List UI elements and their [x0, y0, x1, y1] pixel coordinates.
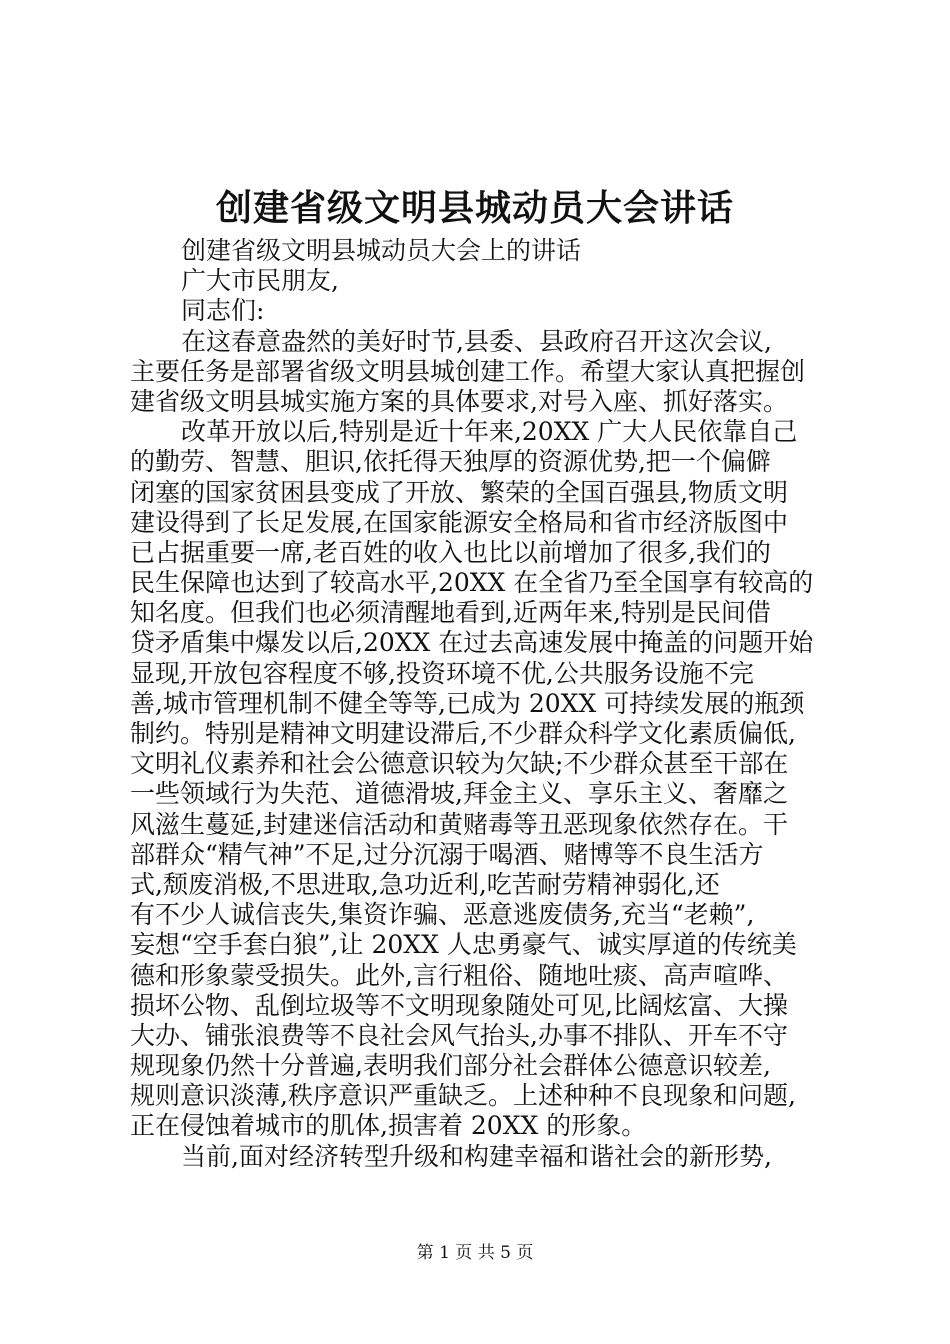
paragraph-line: 有不少人诚信丧失,集资诈骗、恶意逃废债务,充当“老赖”,: [130, 900, 755, 930]
paragraph-line: 建省级文明县城实施方案的具体要求,对号入座、抓好落实。: [130, 386, 788, 416]
paragraph-line: 正在侵蚀着城市的肌体,损害着 20XX 的形象。: [130, 1111, 647, 1141]
paragraph-line: 已占据重要一席,老百姓的收入也比以前增加了很多,我们的: [130, 537, 771, 567]
paragraph-line: 风滋生蔓延,封建迷信活动和黄赌毒等丑恶现象依然存在。干: [130, 809, 788, 839]
salutation-line: 广大市民朋友,: [181, 266, 339, 296]
paragraph-line: 建设得到了长足发展,在国家能源安全格局和省市经济版图中: [130, 507, 788, 537]
paragraph-line: 部群众“精气神”不足,过分沉溺于喝酒、赌博等不良生活方: [130, 839, 764, 869]
page-number-footer: 第 1 页 共 5 页: [416, 1243, 534, 1263]
paragraph-line: 德和形象蒙受损失。此外,言行粗俗、随地吐痰、高声喧哗、: [130, 960, 788, 990]
paragraph-line: 当前,面对经济转型升级和构建幸福和谐社会的新形势,: [181, 1141, 772, 1171]
paragraph-line: 制约。特别是精神文明建设滞后,不少群众科学文化素质偏低,: [130, 719, 796, 748]
document-body: [130, 236, 835, 1172]
paragraph-line: 妄想“空手套白狼”,让 20XX 人忠勇豪气、诚实厚道的传统美: [130, 930, 797, 960]
paragraph-line: 知名度。但我们也必须清醒地看到,近两年来,特别是民间借: [130, 598, 771, 628]
paragraph-line: 规现象仍然十分普遍,表明我们部分社会群体公德意识较差,: [130, 1051, 771, 1081]
paragraph-line: 贷矛盾集中爆发以后,20XX 在过去高速发展中掩盖的问题开始: [130, 628, 814, 658]
paragraph-line: 改革开放以后,特别是近十年来,20XX 广大人民依靠自己: [181, 417, 798, 447]
paragraph-line: 显现,开放包容程度不够,投资环境不优,公共服务设施不完: [130, 658, 754, 688]
paragraph-line: 损坏公物、乱倒垃圾等不文明现象随处可见,比阔炫富、大操: [130, 990, 788, 1020]
paragraph-line: 一些领域行为失范、道德滑坡,拜金主义、享乐主义、奢靡之: [130, 779, 788, 809]
paragraph-line: 主要任务是部署省级文明县城创建工作。希望大家认真把握创: [130, 356, 806, 386]
paragraph-line: 闭塞的国家贫困县变成了开放、繁荣的全国百强县,物质文明: [130, 477, 788, 507]
paragraph-line: 大办、铺张浪费等不良社会风气抬头,办事不排队、开车不守: [130, 1020, 788, 1050]
paragraph-line: 善,城市管理机制不健全等等,已成为 20XX 可持续发展的瓶颈: [130, 688, 805, 718]
speech-heading-line: 创建省级文明县城动员大会上的讲话: [181, 236, 582, 265]
paragraph-line: 规则意识淡薄,秩序意识严重缺乏。上述种种不良现象和问题,: [130, 1081, 796, 1111]
paragraph-line: 文明礼仪素养和社会公德意识较为欠缺;不少群众甚至干部在: [130, 749, 789, 779]
document-title: 创建省级文明县城动员大会讲话: [215, 187, 734, 229]
paragraph-line: 式,颓废消极,不思进取,急功近利,吃苦耐劳精神弱化,还: [130, 869, 720, 899]
paragraph-line: 在这春意盎然的美好时节,县委、县政府召开这次会议,: [181, 326, 772, 356]
paragraph-line: 民生保障也达到了较高水平,20XX 在全省乃至全国享有较高的: [130, 568, 814, 598]
paragraph-line: 的勤劳、智慧、胆识,依托得天独厚的资源优势,把一个偏僻: [130, 447, 771, 477]
salutation-line: 同志们:: [181, 296, 265, 326]
